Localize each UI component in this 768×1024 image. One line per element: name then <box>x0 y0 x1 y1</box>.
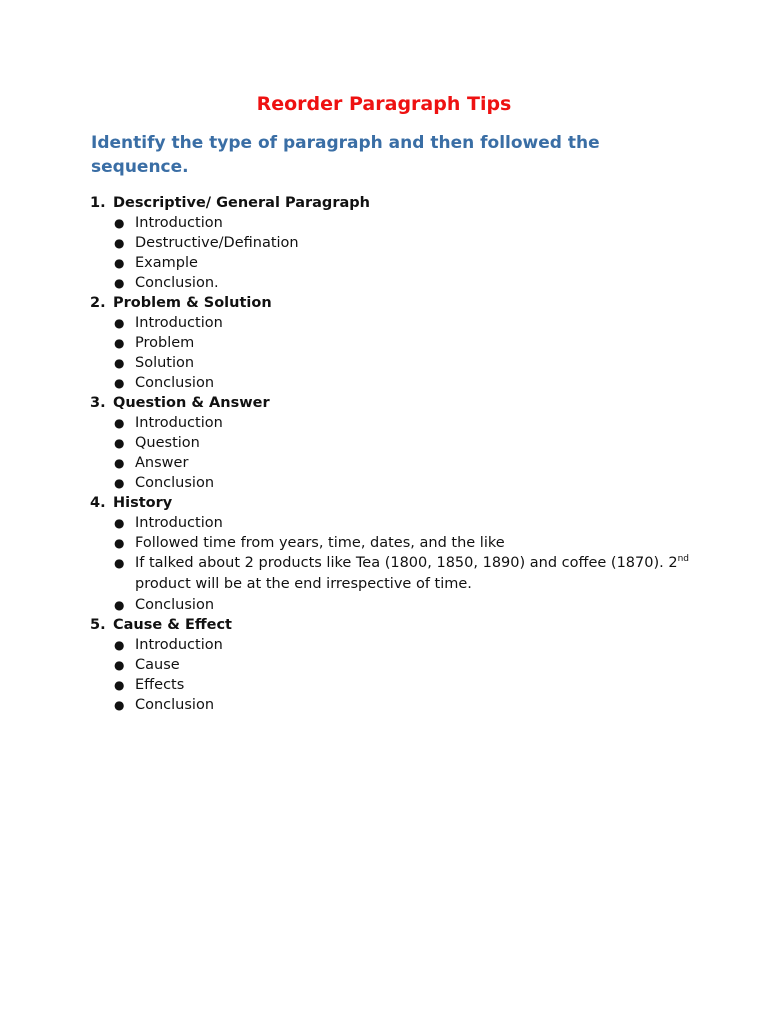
section-number: 1. <box>90 195 106 211</box>
bullet-dot-icon: ● <box>114 678 125 692</box>
list-item <box>90 473 710 493</box>
bullet-dot-icon: ● <box>114 316 125 330</box>
list-item-text: Question <box>135 435 200 451</box>
list-item-text: Introduction <box>135 315 223 331</box>
section-heading-text: Problem & Solution <box>113 295 272 311</box>
list-item-text: Introduction <box>135 415 223 431</box>
list-item <box>90 533 710 553</box>
bullet-dot-icon: ● <box>114 598 125 612</box>
list-item-text: Solution <box>135 355 195 371</box>
list-item-text: Conclusion <box>135 697 215 713</box>
bullet-dot-icon: ● <box>114 638 125 652</box>
bullet-dot-icon: ● <box>114 356 125 370</box>
bullet-list <box>90 513 710 615</box>
bullet-dot-icon: ● <box>114 416 125 430</box>
list-item <box>90 453 710 473</box>
list-item <box>90 695 710 715</box>
list-item-text: Followed time from years, time, dates, and the like <box>135 535 505 551</box>
section-heading <box>90 493 710 513</box>
list-item-text: Destructive/Defination <box>135 235 299 251</box>
list-item-text: Introduction <box>135 637 223 653</box>
bullet-list <box>90 635 710 715</box>
list-item <box>90 373 710 393</box>
list-item <box>90 655 710 675</box>
list-item-text: Problem <box>135 335 195 351</box>
list-item <box>90 253 710 273</box>
list-item <box>90 553 710 595</box>
bullet-dot-icon: ● <box>114 376 125 390</box>
bullet-dot-icon: ● <box>114 276 125 290</box>
bullet-dot-icon: ● <box>114 336 125 350</box>
bullet-dot-icon: ● <box>114 698 125 712</box>
bullet-dot-icon: ● <box>114 216 125 230</box>
list-item <box>90 595 710 615</box>
section-heading-text: Descriptive/ General Paragraph <box>113 195 370 211</box>
bullet-dot-icon: ● <box>114 436 125 450</box>
section-heading <box>90 193 710 213</box>
section-heading-text: Cause & Effect <box>113 617 232 633</box>
section-heading <box>90 393 710 413</box>
list-item <box>90 353 710 373</box>
list-item-text: Introduction <box>135 215 223 231</box>
section-descriptive <box>90 193 710 293</box>
list-item-text: Introduction <box>135 515 223 531</box>
list-item-text: Conclusion. <box>135 275 219 291</box>
bullet-list <box>90 313 710 393</box>
bullet-dot-icon: ● <box>114 536 125 550</box>
list-item-text: Example <box>135 255 198 271</box>
bullet-dot-icon: ● <box>114 476 125 490</box>
list-item-text: Conclusion <box>135 375 215 391</box>
section-number: 4. <box>90 495 106 511</box>
section-heading <box>90 615 710 635</box>
section-problem-solution <box>90 293 710 393</box>
list-item <box>90 273 710 293</box>
list-item <box>90 313 710 333</box>
document-subtitle: Identify the type of paragraph and then followed the sequence. <box>91 133 600 177</box>
bullet-dot-icon: ● <box>114 658 125 672</box>
section-number: 5. <box>90 617 106 633</box>
list-item-text: Effects <box>135 677 185 693</box>
section-history <box>90 493 710 615</box>
section-cause-effect <box>90 615 710 715</box>
list-item-text: If talked about 2 products like Tea (1800, 1850, 1890) and coffee (1870). 2nd product will be at the end irrespective of time. <box>135 554 690 592</box>
list-item <box>90 675 710 695</box>
section-list <box>90 193 710 715</box>
list-item-text: Conclusion <box>135 475 215 491</box>
list-item-text: Cause <box>135 657 180 673</box>
list-item <box>90 213 710 233</box>
bullet-list <box>90 213 710 293</box>
document-title: Reorder Paragraph Tips <box>256 93 512 115</box>
bullet-dot-icon: ● <box>114 236 125 250</box>
bullet-dot-icon: ● <box>114 256 125 270</box>
section-question-answer <box>90 393 710 493</box>
list-item <box>90 233 710 253</box>
list-item-text: Conclusion <box>135 597 215 613</box>
bullet-dot-icon: ● <box>114 556 125 570</box>
section-number: 3. <box>90 395 106 411</box>
section-heading-text: History <box>113 495 173 511</box>
bullet-list <box>90 413 710 493</box>
bullet-dot-icon: ● <box>114 516 125 530</box>
list-item <box>90 513 710 533</box>
list-item <box>90 433 710 453</box>
list-item-text: Answer <box>135 455 189 471</box>
list-item <box>90 413 710 433</box>
list-item <box>90 333 710 353</box>
bullet-dot-icon: ● <box>114 456 125 470</box>
ordinal-suffix: nd <box>677 554 690 564</box>
section-number: 2. <box>90 295 106 311</box>
list-item <box>90 635 710 655</box>
section-heading <box>90 293 710 313</box>
section-heading-text: Question & Answer <box>113 395 270 411</box>
